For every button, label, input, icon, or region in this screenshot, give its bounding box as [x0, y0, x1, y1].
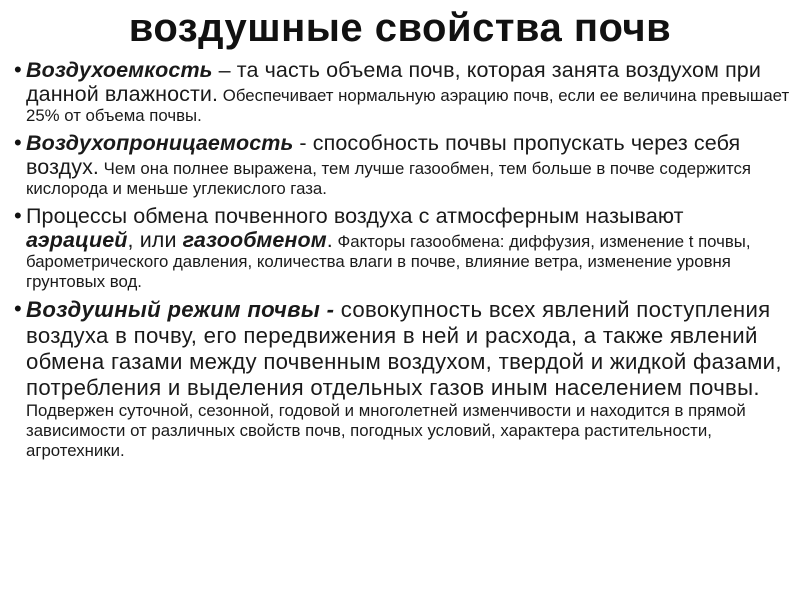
list-item-air-capacity — [14, 58, 790, 126]
bullet-marker: • — [14, 130, 22, 155]
definition-text-end: . — [326, 228, 333, 252]
bullet-marker: • — [14, 57, 22, 82]
definition-text-joiner: , или — [127, 228, 183, 252]
term-aeration: аэрацией — [26, 228, 128, 252]
bullet-marker: • — [14, 203, 22, 228]
term-air-capacity: Воздухоемкость — [26, 58, 213, 82]
definition-text: Процессы обмена почвенного воздуха с атмосферным называют — [26, 204, 684, 228]
list-item-text — [26, 131, 790, 199]
detail-text: Обеспечивает нормальную аэрацию почв, если ее величина превышает 25% от объема почвы. — [26, 86, 790, 125]
list-item-text — [26, 297, 790, 461]
term-air-regime: Воздушный режим почвы - — [26, 297, 335, 322]
slide-title: воздушные свойства почв — [128, 6, 672, 50]
definition-text: – та часть объема почв, которая занята воздухом при данной влажности. — [26, 58, 761, 106]
detail-text: Подвержен суточной, сезонной, годовой и многолетней изменчивости и находится в прямой зависимости от различных свойств почв, погодных условий, характера растительности, агротехники. — [26, 401, 746, 460]
bullet-marker: • — [14, 296, 22, 321]
list-item-text — [26, 58, 790, 126]
definition-text: совокупность всех явлений поступления воздуха в почву, его передвижения в ней и расхода, а также явлений обмена газами между почвенным воздухом, твердой и жидкой фазами, потребления и выделения отдельных газов иным населением почвы. — [26, 297, 782, 400]
bullet-list — [14, 58, 790, 466]
detail-text: Факторы газообмена: диффузия, изменение t почвы, барометрического давления, количества влаги в почве, влияние ветра, изменение уровня грунтовых вод. — [26, 232, 751, 291]
definition-text: - способность почвы пропускать через себя воздух. — [26, 131, 741, 179]
list-item-text — [26, 204, 790, 292]
list-item-aeration — [14, 204, 790, 292]
term-gas-exchange: газообменом — [182, 228, 327, 252]
list-item-air-permeability — [14, 131, 790, 199]
term-air-permeability: Воздухопроницаемость — [26, 131, 294, 155]
list-item-air-regime — [14, 297, 790, 461]
detail-text: Чем она полнее выражена, тем лучше газообмен, тем больше в почве содержится кислорода и меньше углекислого газа. — [26, 159, 751, 198]
